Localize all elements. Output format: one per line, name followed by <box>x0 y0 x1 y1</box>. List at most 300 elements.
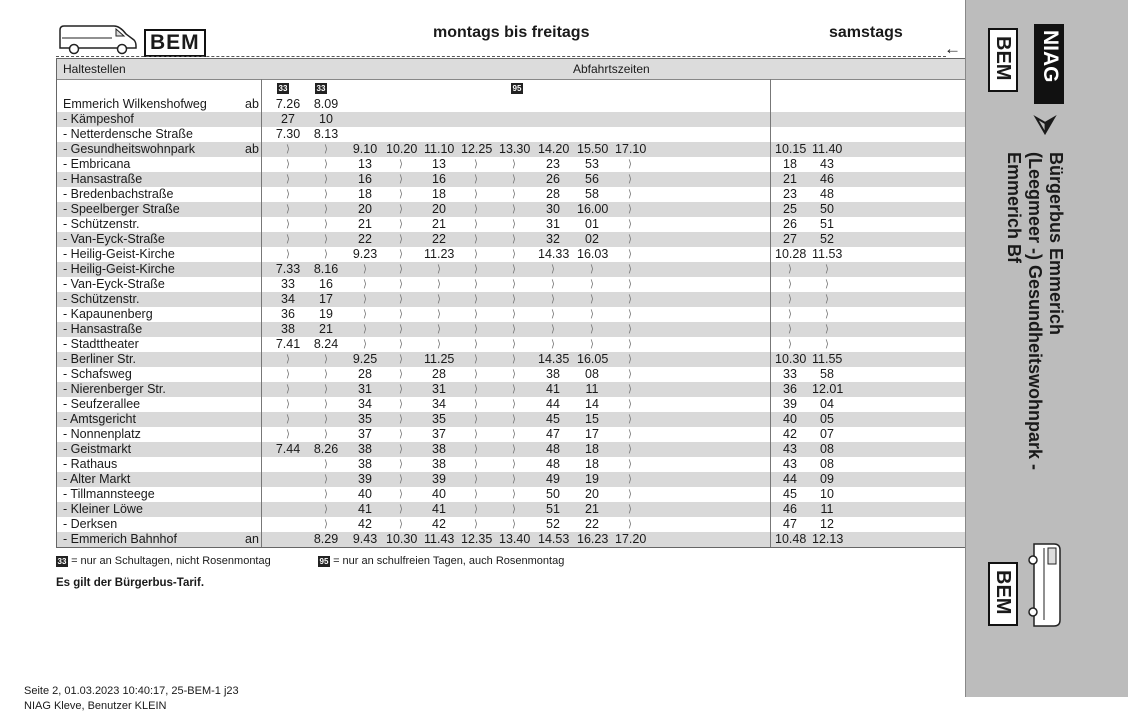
stop-name: - Heilig-Geist-Kirche <box>63 247 175 261</box>
departure-time: ⟩ <box>474 279 478 290</box>
departure-time: ⟩ <box>286 399 290 410</box>
departure-time: 38 <box>358 457 372 471</box>
departure-time: ⟩ <box>474 474 478 485</box>
departure-time: 42 <box>432 517 446 531</box>
departure-time: ⟩ <box>286 204 290 215</box>
table-row <box>57 367 969 382</box>
departure-time: 50 <box>820 202 834 216</box>
departure-time: 56 <box>585 172 599 186</box>
departure-time: ⟩ <box>399 249 403 260</box>
table-row <box>57 202 969 217</box>
departure-time: 19 <box>585 472 599 486</box>
departure-time: ⟩ <box>363 309 367 320</box>
departure-time: ⟩ <box>324 429 328 440</box>
departure-time: ⟩ <box>286 354 290 365</box>
departure-time: 14.35 <box>538 352 570 366</box>
departure-time: ⟩ <box>628 234 632 245</box>
table-row <box>57 502 969 517</box>
departure-time: ⟩ <box>399 309 403 320</box>
note-badge: 33 <box>316 84 326 93</box>
departure-time: ⟩ <box>399 489 403 500</box>
departure-time: ⟩ <box>286 249 290 260</box>
table-row <box>57 112 969 127</box>
departure-time: 11.43 <box>424 532 455 546</box>
departure-time: ⟩ <box>551 339 555 350</box>
departure-time: ⟩ <box>628 309 632 320</box>
stop-name: - Amtsgericht <box>63 412 136 426</box>
table-row <box>57 142 969 157</box>
departure-time: 8.16 <box>313 262 339 276</box>
operator-badge: BEM <box>144 29 206 57</box>
departure-time: 42 <box>358 517 372 531</box>
departure-time: ⟩ <box>399 399 403 410</box>
departure-time: ⟩ <box>399 339 403 350</box>
departure-time: 12.25 <box>461 142 493 156</box>
departure-time: ⟩ <box>590 264 594 275</box>
stop-name: - Embricana <box>63 157 131 171</box>
departure-time: ⟩ <box>825 279 829 290</box>
note-badge: 33 <box>278 84 288 93</box>
departure-time: 10 <box>820 487 834 501</box>
departure-time: ⟩ <box>512 324 516 335</box>
departure-time: 7.44 <box>275 442 301 456</box>
departure-time: 47 <box>546 427 560 441</box>
departure-time: 31 <box>358 382 372 396</box>
table-row <box>57 487 969 502</box>
departure-time: 10.28 <box>775 247 807 261</box>
departure-time: 28 <box>358 367 372 381</box>
departure-time: 35 <box>432 412 446 426</box>
departure-time: 10 <box>319 112 333 126</box>
footnote-33 <box>56 555 271 567</box>
departure-time: ⟩ <box>399 444 403 455</box>
departure-time: 48 <box>546 442 560 456</box>
departure-time: ⟩ <box>363 294 367 305</box>
departure-time: 36 <box>281 307 295 321</box>
arrival-departure-marker: ab <box>245 142 259 156</box>
departure-time: 34 <box>432 397 446 411</box>
departure-time: ⟩ <box>474 444 478 455</box>
stop-name: - Emmerich Bahnhof <box>63 532 177 546</box>
arrival-departure-marker: an <box>245 532 259 546</box>
stop-name: - Hansastraße <box>63 322 143 336</box>
departure-time: ⟩ <box>512 369 516 380</box>
departure-time: ⟩ <box>324 459 328 470</box>
departure-time: ⟩ <box>286 174 290 185</box>
departure-time: 41 <box>358 502 372 516</box>
departure-time: 13.30 <box>499 142 531 156</box>
departure-time: ⟩ <box>363 339 367 350</box>
line-title: Bürgerbus Emmerich <box>1046 152 1066 336</box>
departure-time: ⟩ <box>324 219 328 230</box>
departure-time: ⟩ <box>628 189 632 200</box>
table-row <box>57 172 969 187</box>
departure-time: 51 <box>820 217 834 231</box>
departure-time: 07 <box>820 427 834 441</box>
table-row <box>57 97 969 112</box>
departure-time: ⟩ <box>628 264 632 275</box>
departure-time: ⟩ <box>474 414 478 425</box>
stop-name: - Stadttheater <box>63 337 139 351</box>
departure-time: 14.20 <box>538 142 570 156</box>
table-row <box>57 277 969 292</box>
column-separator <box>770 79 771 547</box>
table-row <box>57 337 969 352</box>
stop-name: - Nierenberger Str. <box>63 382 166 396</box>
departure-time: 33 <box>281 277 295 291</box>
departure-time: 22 <box>432 232 446 246</box>
departure-time: 44 <box>783 472 797 486</box>
stop-name: - Heilig-Geist-Kirche <box>63 262 175 276</box>
departure-time: 36 <box>783 382 797 396</box>
table-row <box>57 532 969 547</box>
departure-time: 16 <box>358 172 372 186</box>
departure-time: ⟩ <box>324 369 328 380</box>
departure-time: ⟩ <box>628 219 632 230</box>
departure-time: ⟩ <box>628 444 632 455</box>
route-sidebar <box>965 0 1128 697</box>
departure-time: ⟩ <box>628 324 632 335</box>
departure-time: 8.26 <box>313 442 339 456</box>
departure-time: 14.33 <box>538 247 570 261</box>
departure-time: ⟩ <box>512 474 516 485</box>
departure-time: ⟩ <box>399 264 403 275</box>
departure-time: 38 <box>281 322 295 336</box>
departure-time: ⟩ <box>324 204 328 215</box>
departure-time: 30 <box>546 202 560 216</box>
stop-name: - Kleiner Löwe <box>63 502 143 516</box>
departure-time: ⟩ <box>437 279 441 290</box>
departure-time: ⟩ <box>512 504 516 515</box>
departure-time: 17 <box>585 427 599 441</box>
departure-time: ⟩ <box>399 189 403 200</box>
departure-time: ⟩ <box>324 519 328 530</box>
column-separator <box>261 79 262 547</box>
stop-name: - Gesundheitswohnpark <box>63 142 196 156</box>
departure-time: 43 <box>783 457 797 471</box>
departure-time: 08 <box>820 442 834 456</box>
departure-time: ⟩ <box>324 414 328 425</box>
departure-time: ⟩ <box>512 189 516 200</box>
stop-name: - Tillmannsteege <box>63 487 155 501</box>
departure-time: ⟩ <box>512 459 516 470</box>
departure-time: ⟩ <box>474 384 478 395</box>
departure-time: ⟩ <box>474 249 478 260</box>
departure-time: ⟩ <box>628 159 632 170</box>
departure-time: ⟩ <box>286 159 290 170</box>
departure-time: ⟩ <box>474 159 478 170</box>
departure-time: ⟩ <box>324 474 328 485</box>
departure-time: 8.09 <box>313 97 339 111</box>
departure-time: 7.30 <box>275 127 301 141</box>
table-row <box>57 232 969 247</box>
departure-time: ⟩ <box>512 174 516 185</box>
stop-name: - Seufzerallee <box>63 397 141 411</box>
departure-time: ⟩ <box>628 504 632 515</box>
departure-time: 02 <box>585 232 599 246</box>
table-row <box>57 397 969 412</box>
departure-time: 39 <box>783 397 797 411</box>
departure-time: 42 <box>783 427 797 441</box>
minibus-icon <box>56 22 140 56</box>
departure-time: ⟩ <box>437 294 441 305</box>
departure-time: 18 <box>585 457 599 471</box>
departure-time: ⟩ <box>474 429 478 440</box>
stop-name: - Schützenstr. <box>63 217 140 231</box>
departure-time: ⟩ <box>399 174 403 185</box>
departure-time: 40 <box>783 412 797 426</box>
departure-time: ⟩ <box>590 339 594 350</box>
departure-time: 11.55 <box>812 352 843 366</box>
departure-time: ⟩ <box>286 234 290 245</box>
departure-time: 17 <box>319 292 333 306</box>
departure-time: 47 <box>783 517 797 531</box>
timetable-header <box>57 59 969 80</box>
stop-name: - Alter Markt <box>63 472 131 486</box>
departure-time: ⟩ <box>512 249 516 260</box>
departure-time: ⟩ <box>628 489 632 500</box>
departure-time: 49 <box>546 472 560 486</box>
departure-time: 44 <box>546 397 560 411</box>
departure-time: ⟩ <box>590 279 594 290</box>
departure-time: ⟩ <box>399 519 403 530</box>
departure-time: 12 <box>820 517 834 531</box>
departure-time: 35 <box>358 412 372 426</box>
stop-name: Emmerich Wilkenshofweg <box>63 97 207 111</box>
departure-time: ⟩ <box>474 309 478 320</box>
departure-time: 27 <box>281 112 295 126</box>
departure-time: 38 <box>546 367 560 381</box>
departure-time: ⟩ <box>363 279 367 290</box>
departure-time: ⟩ <box>512 429 516 440</box>
departure-time: 51 <box>546 502 560 516</box>
departure-time: ⟩ <box>628 204 632 215</box>
table-row <box>57 517 969 532</box>
departure-time: ⟩ <box>474 489 478 500</box>
print-info-line2: NIAG Kleve, Benutzer KLEIN <box>24 700 167 712</box>
departure-time: 12.01 <box>812 382 844 396</box>
departure-time: 27 <box>783 232 797 246</box>
departure-time: ⟩ <box>324 384 328 395</box>
departure-time: ⟩ <box>512 489 516 500</box>
departure-time: 14 <box>585 397 599 411</box>
table-row <box>57 187 969 202</box>
departure-time: 53 <box>585 157 599 171</box>
footnote-text: = nur an schulfreien Tagen, auch Rosenmontag <box>333 555 565 567</box>
departure-time: ⟩ <box>286 189 290 200</box>
departure-time: ⟩ <box>474 459 478 470</box>
departure-time: 22 <box>585 517 599 531</box>
departure-time: ⟩ <box>551 279 555 290</box>
departure-time: 18 <box>783 157 797 171</box>
stop-name: - Van-Eyck-Straße <box>63 232 165 246</box>
departure-time: 7.26 <box>275 97 301 111</box>
stop-name: - Nonnenplatz <box>63 427 141 441</box>
departure-time: 38 <box>432 442 446 456</box>
departure-time: ⟩ <box>512 204 516 215</box>
departure-time: 16.03 <box>577 247 609 261</box>
departure-time: ⟩ <box>324 144 328 155</box>
departure-time: 52 <box>546 517 560 531</box>
departure-time: ⟩ <box>324 249 328 260</box>
departure-time: ⟩ <box>399 474 403 485</box>
departure-time: 13 <box>432 157 446 171</box>
departure-time: 43 <box>783 442 797 456</box>
departure-time: ⟩ <box>628 354 632 365</box>
departure-time: 26 <box>783 217 797 231</box>
header-divider <box>56 56 946 57</box>
table-row <box>57 442 969 457</box>
departure-time: ⟩ <box>551 294 555 305</box>
departure-time: ⟩ <box>399 384 403 395</box>
departure-time: ⟩ <box>324 174 328 185</box>
departure-time: 46 <box>820 172 834 186</box>
sidebar-bem-top: BEM <box>988 28 1018 92</box>
departure-time: 31 <box>546 217 560 231</box>
departure-time: ⟩ <box>399 504 403 515</box>
stop-name: - Speelberger Straße <box>63 202 180 216</box>
departure-time: ⟩ <box>512 414 516 425</box>
departure-time: 18 <box>585 442 599 456</box>
table-row <box>57 127 969 142</box>
col-departures-label: Abfahrtszeiten <box>573 62 650 76</box>
departure-time: 9.25 <box>352 352 378 366</box>
departure-time: 37 <box>432 427 446 441</box>
departure-time: 10.30 <box>386 532 418 546</box>
departure-time: ⟩ <box>628 174 632 185</box>
departure-time: 46 <box>783 502 797 516</box>
departure-time: ⟩ <box>590 294 594 305</box>
departure-time: 28 <box>432 367 446 381</box>
departure-time: ⟩ <box>512 444 516 455</box>
stop-name: - Kapaunenberg <box>63 307 153 321</box>
departure-time: ⟩ <box>628 474 632 485</box>
departure-time: ⟩ <box>628 414 632 425</box>
departure-time: 14.53 <box>538 532 570 546</box>
departure-time: ⟩ <box>399 234 403 245</box>
table-row <box>57 307 969 322</box>
departure-time: 50 <box>546 487 560 501</box>
departure-time: ⟩ <box>628 294 632 305</box>
departure-time: 7.33 <box>275 262 301 276</box>
departure-time: 18 <box>432 187 446 201</box>
departure-time: 34 <box>281 292 295 306</box>
departure-time: ⟩ <box>788 294 792 305</box>
departure-time: ⟩ <box>512 339 516 350</box>
stop-name: - Derksen <box>63 517 118 531</box>
departure-time: 7.41 <box>275 337 301 351</box>
tariff-note: Es gilt der Bürgerbus-Tarif. <box>56 577 205 589</box>
departure-time: ⟩ <box>474 189 478 200</box>
departure-time: 9.43 <box>352 532 378 546</box>
departure-time: ⟩ <box>437 339 441 350</box>
departure-time: ⟩ <box>512 354 516 365</box>
departure-time: 22 <box>358 232 372 246</box>
saturday-title: samstags <box>829 24 903 41</box>
departure-time: ⟩ <box>324 159 328 170</box>
departure-time: 11.40 <box>812 142 843 156</box>
departure-time: 41 <box>432 502 446 516</box>
footnote-95 <box>318 555 564 567</box>
departure-time: ⟩ <box>474 504 478 515</box>
departure-time: ⟩ <box>628 399 632 410</box>
departure-time: 10.48 <box>775 532 807 546</box>
weekday-title: montags bis freitags <box>433 24 590 41</box>
departure-time: 11.10 <box>424 142 455 156</box>
departure-time: 20 <box>432 202 446 216</box>
table-row <box>57 427 969 442</box>
departure-time: 52 <box>820 232 834 246</box>
departure-time: ⟩ <box>399 204 403 215</box>
departure-time: ⟩ <box>825 294 829 305</box>
arrival-departure-marker: ab <box>245 97 259 111</box>
departure-time: 16 <box>319 277 333 291</box>
departure-time: 41 <box>546 382 560 396</box>
departure-time: 39 <box>432 472 446 486</box>
table-row <box>57 247 969 262</box>
table-row <box>57 457 969 472</box>
departure-time: 58 <box>585 187 599 201</box>
departure-time: ⟩ <box>474 204 478 215</box>
departure-time: ⟩ <box>628 429 632 440</box>
departure-time: ⟩ <box>399 414 403 425</box>
departure-time: ⟩ <box>512 279 516 290</box>
departure-time: 13.40 <box>499 532 531 546</box>
departure-time: 26 <box>546 172 560 186</box>
departure-time: ⟩ <box>474 219 478 230</box>
departure-time: ⟩ <box>286 414 290 425</box>
departure-time: ⟩ <box>324 399 328 410</box>
departure-time: ⟩ <box>399 369 403 380</box>
departure-time: ⟩ <box>628 369 632 380</box>
timetable <box>56 58 970 548</box>
stop-name: - Hansastraße <box>63 172 143 186</box>
departure-time: 45 <box>546 412 560 426</box>
departure-time: ⟩ <box>788 324 792 335</box>
departure-time: ⟩ <box>512 519 516 530</box>
departure-time: ⟩ <box>512 399 516 410</box>
departure-time: ⟩ <box>399 279 403 290</box>
departure-time: 01 <box>585 217 599 231</box>
departure-time: ⟩ <box>628 384 632 395</box>
departure-time: ⟩ <box>512 264 516 275</box>
departure-time: 04 <box>820 397 834 411</box>
departure-time: ⟩ <box>590 309 594 320</box>
departure-time: ⟩ <box>399 324 403 335</box>
minibus-vertical-icon <box>1028 540 1064 630</box>
departure-time: ⟩ <box>512 384 516 395</box>
departure-time: 23 <box>783 187 797 201</box>
departure-time: ⟩ <box>437 264 441 275</box>
route-line2: Emmerich Bf <box>1004 152 1024 264</box>
departure-time: 20 <box>358 202 372 216</box>
departure-time: 39 <box>358 472 372 486</box>
stop-name: - Kämpeshof <box>63 112 134 126</box>
departure-time: 08 <box>820 457 834 471</box>
departure-time: 38 <box>432 457 446 471</box>
departure-time: ⟩ <box>363 324 367 335</box>
departure-time: 12.35 <box>461 532 493 546</box>
note-badge: 95 <box>512 84 522 93</box>
niag-logo: NIAG <box>1034 24 1064 104</box>
route-line1: (Leegmeer -) Gesundheitswohnpark - <box>1025 152 1045 471</box>
departure-time: 10.30 <box>775 352 807 366</box>
departure-time: ⟩ <box>628 279 632 290</box>
departure-time: 16.05 <box>577 352 609 366</box>
col-stops-label: Haltestellen <box>63 62 126 76</box>
departure-time: 8.29 <box>313 532 339 546</box>
table-row <box>57 382 969 397</box>
